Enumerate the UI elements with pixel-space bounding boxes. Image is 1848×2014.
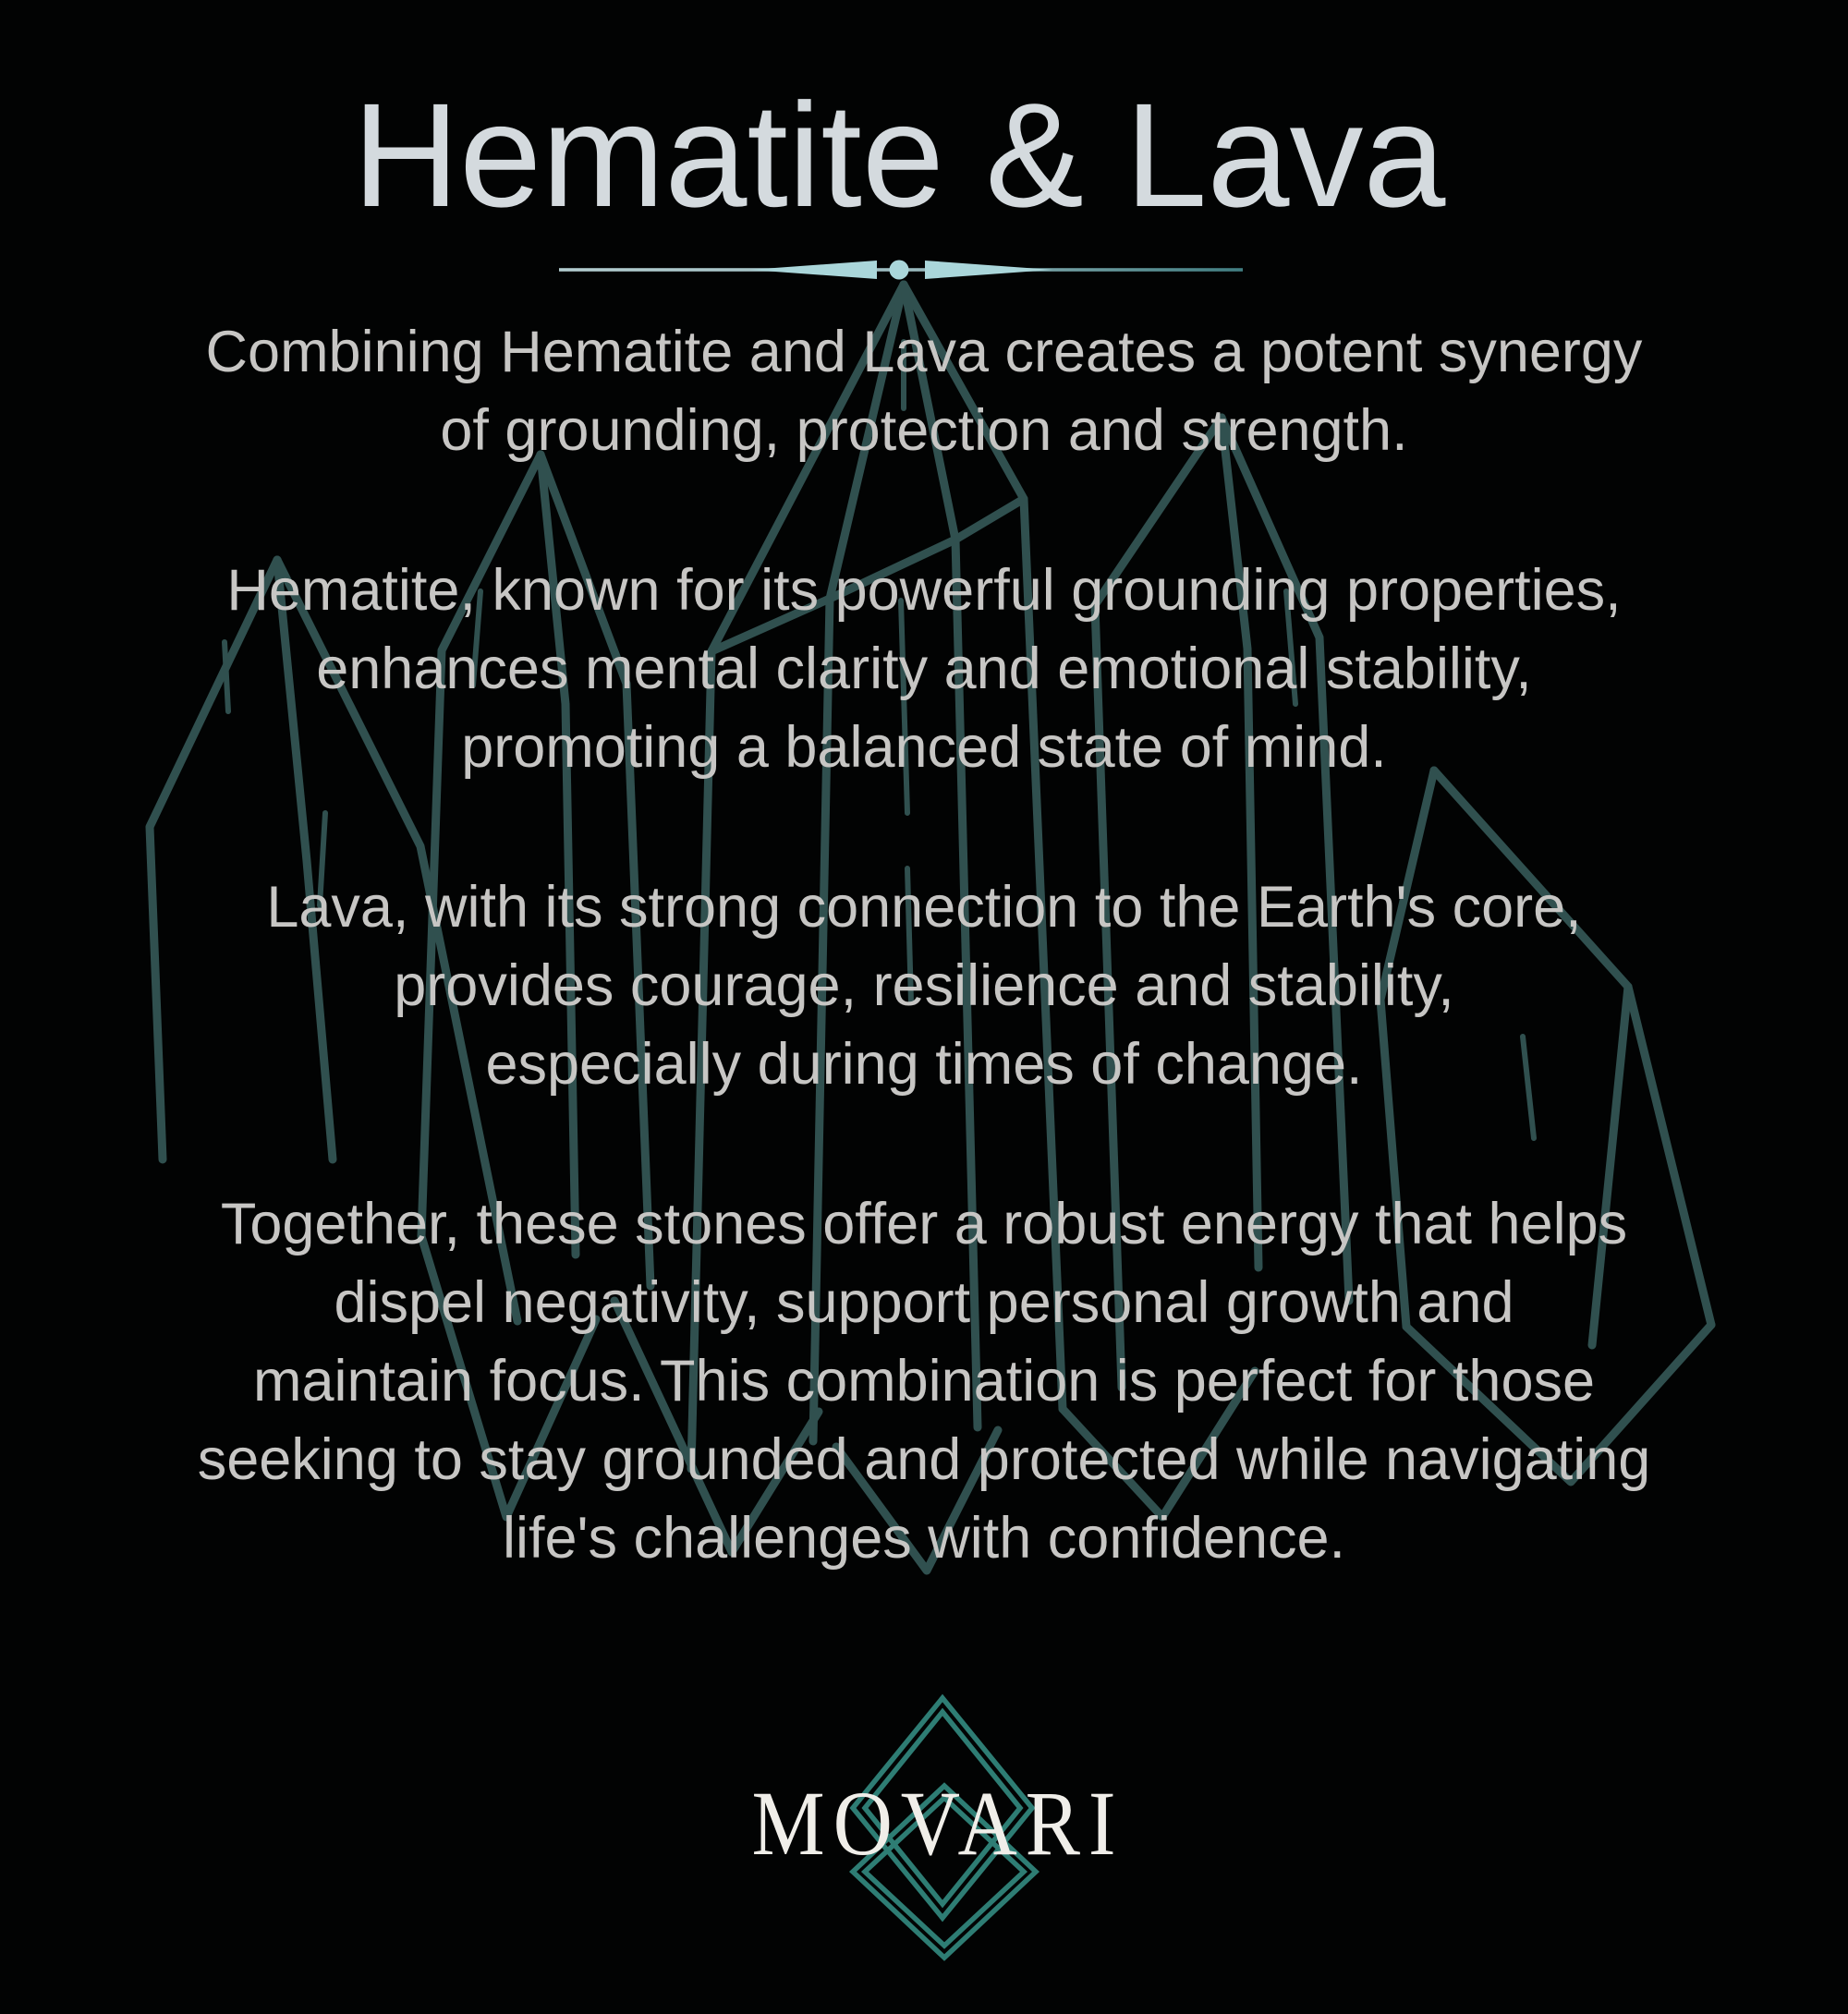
paragraph-line: Lava, with its strong connection to the Earth's core, [266, 875, 1582, 940]
paragraph-line: dispel negativity, support personal growth and [334, 1270, 1514, 1335]
paragraph-line: especially during times of change. [485, 1032, 1363, 1097]
paragraph-line: provides courage, resilience and stability, [394, 953, 1454, 1018]
paragraph-line: maintain focus. This combination is perfect for those [252, 1349, 1596, 1413]
paragraph-line: Hematite, known for its powerful grounding properties, [226, 558, 1622, 623]
paragraph-line: seeking to stay grounded and protected while navigating [197, 1427, 1651, 1492]
brand-name: MOVARI [751, 1772, 1125, 1874]
paragraph-line: of grounding, protection and strength. [440, 398, 1408, 463]
paragraph-line: enhances mental clarity and emotional stability, [316, 637, 1532, 701]
page-title: Hematite & Lava [352, 72, 1446, 237]
paragraph-line: promoting a balanced state of mind. [461, 715, 1387, 780]
paragraph-line: Together, these stones offer a robust energy that helps [220, 1192, 1628, 1256]
paragraph-line: life's challenges with confidence. [502, 1506, 1346, 1571]
paragraph-line: Combining Hematite and Lava creates a potent synergy [205, 320, 1643, 384]
